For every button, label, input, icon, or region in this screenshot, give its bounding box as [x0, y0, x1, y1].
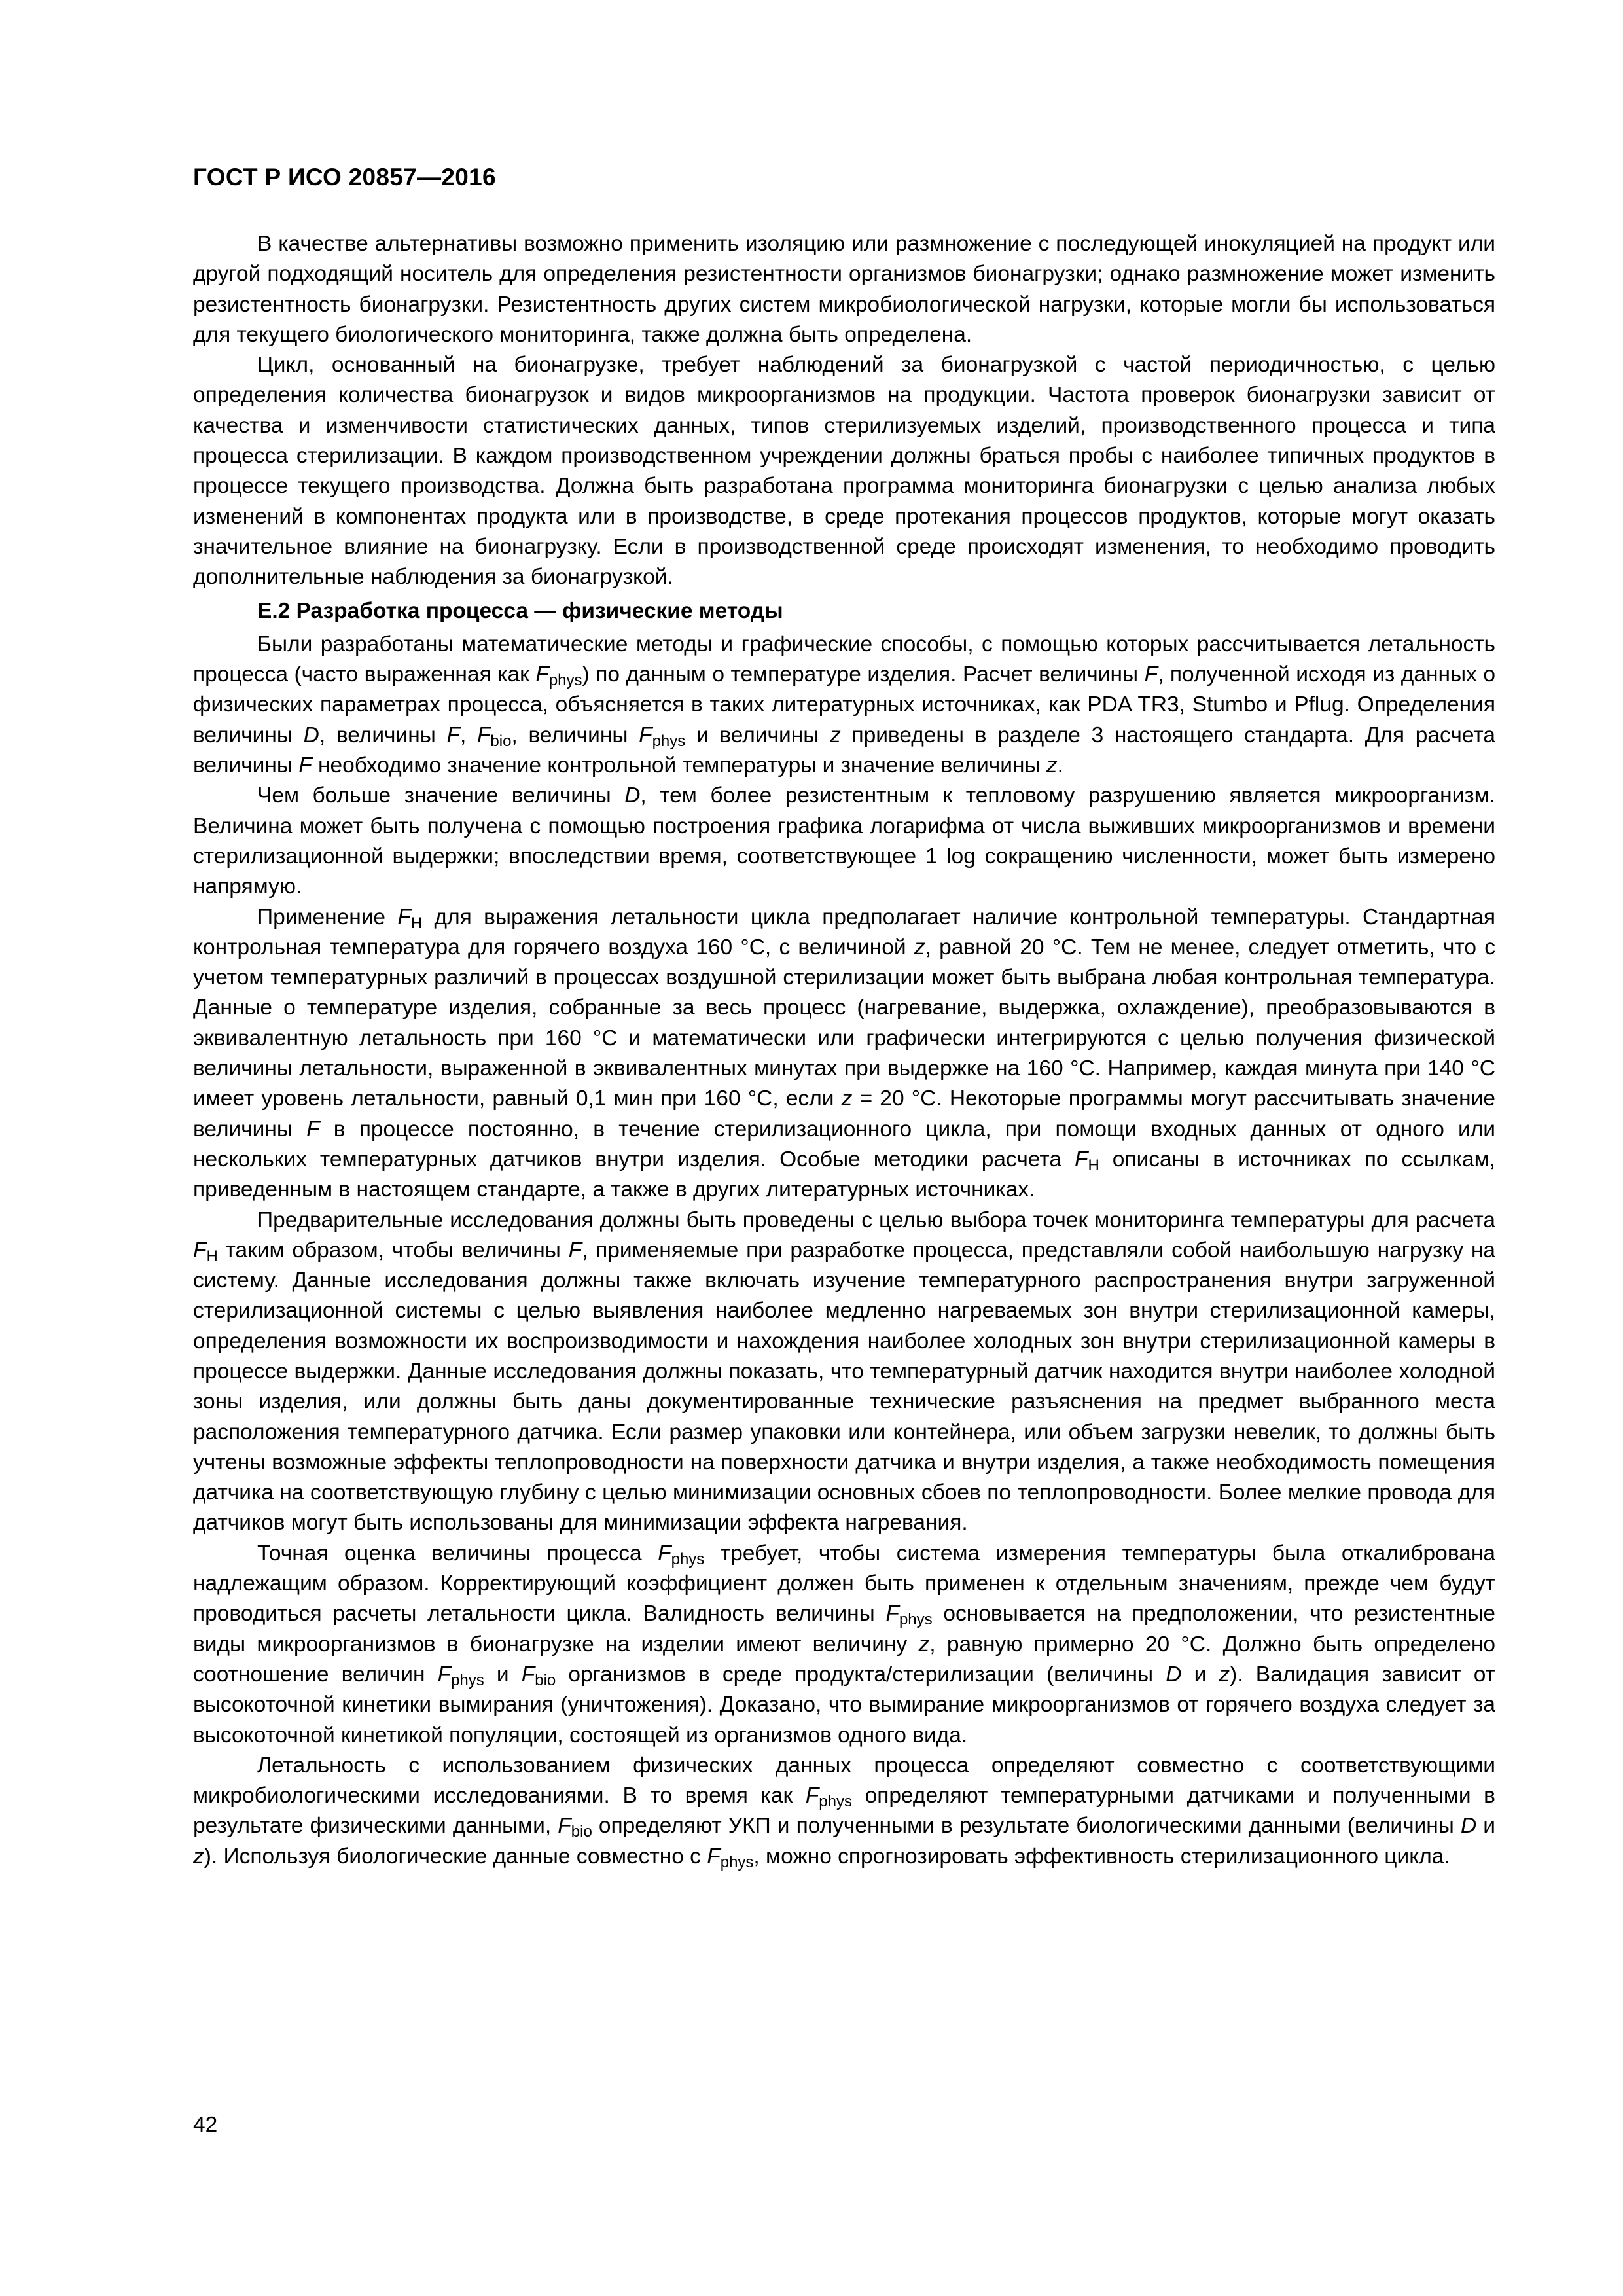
- paragraph-methods: Были разработаны математические методы и графические способы, с помощью которых рассчитывается летальность процесса (часто выраженная как $F_{phys}$) по данным о температуре изделия. Расчет величины F, полученной исходя из данных о физических параметрах процесса, объясняется в таких литературных источниках, как PDA TR3, Stumbo и Pflug. Определения величины D, величины F, $F_{bio}$, величины $F_{phys}$ и величины z приведены в разделе 3 настоящего стандарта. Для расчета величины F необходимо значение контрольной температуры и значение величины z.: [193, 632, 1495, 778]
- paragraph-fphys-accuracy: Точная оценка величины процесса $F_{phys}$ требует, чтобы система измерения температуры была откалибрована надлежащим образом. Корректирующий коэффициент должен быть применен к отдельным значениям, прежде чем будут проводиться расчеты летальности цикла. Валидность величины $F_{phys}$ основывается на предположении, что резистентные виды микроорганизмов в бионагрузке на изделии имеют величину z, равную примерно 20 °С. Должно быть определено соотношение величин $F_{phys}$ и $F_{bio}$ организмов в среде продукта/стерилизации (величины D и z). Валидация зависит от высокоточной кинетики вымирания (уничтожения). Доказано, что вымирание микроорганизмов от горячего воздуха следует за высокоточной кинетикой популяции, состоящей из организмов одного вида.: [193, 1541, 1496, 1748]
- paragraph-lethality-physical: Летальность с использованием физических данных процесса определяют совместно с соответствующими микробиологическими исследованиями. В то время как $F_{phys}$ определяют температурными датчиками и полученными в результате физическими данными, $F_{bio}$ определяют УКП и полученными в результате биологическими данными (величины D и z). Используя биологические данные совместно с $F_{phys}$, можно спрогнозировать эффективность стерилизационного цикла.: [193, 1753, 1495, 1871]
- document-body: [193, 229, 1495, 1872]
- paragraph-bioburden-cycle: Цикл, основанный на бионагрузке, требует наблюдений за бионагрузкой с частой периодичностью, с целью определения количества бионагрузок и видов микроорганизмов на продукции. Частота проверок бионагрузки зависит от качества и изменчивости статистических данных, типов стерилизуемых изделий, производственного процесса и типа процесса стерилизации. В каждом производственном учреждении должны браться пробы с наиболее типичных продуктов в процессе текущего производства. Должна быть разработана программа мониторинга бионагрузки с целью анализа любых изменений в компонентах продукта или в производстве, в среде протекания процессов продуктов, которые могут оказать значительное влияние на бионагрузку. Если в производственной среде происходят изменения, то необходимо проводить дополнительные наблюдения за бионагрузкой.: [193, 353, 1495, 590]
- page-number: 42: [193, 2113, 218, 2137]
- paragraph-fh-application: Применение $F_H$ для выражения летальности цикла предполагает наличие контрольной температуры. Стандартная контрольная температура для горячего воздуха 160 °С, с величиной z, равной 20 °С. Тем не менее, следует отметить, что с учетом температурных различий в процессах воздушной стерилизации может быть выбрана любая контрольная температура. Данные о температуре изделия, собранные за весь процесс (нагревание, выдержка, охлаждение), преобразовываются в эквивалентную летальность при 160 °С и математически или графически интегрируются с целью получения физической величины летальности, выраженной в эквивалентных минутах при выдержке на 160 °С. Например, каждая минута при 140 °С имеет уровень летальности, равный 0,1 мин при 160 °С, если z = 20 °С. Некоторые программы могут рассчитывать значение величины F в процессе постоянно, в течение стерилизационного цикла, при помощи входных данных от одного или нескольких температурных датчиков внутри изделия. Особые методики расчета $F_H$ описаны в источниках по ссылкам, приведенным в настоящем стандарте, а также в других литературных источниках.: [193, 905, 1496, 1202]
- paragraph-preliminary-studies: Предварительные исследования должны быть проведены с целью выбора точек мониторинга температуры для расчета $F_H$ таким образом, чтобы величины F, применяемые при разработке процесса, представляли собой наибольшую нагрузку на систему. Данные исследования должны также включать изучение температурного распространения внутри загруженной стерилизационной системы с целью выявления наиболее медленно нагреваемых зон внутри стерилизационной камеры, определения возможности их воспроизводимости и нахождения наиболее холодных зон внутри стерилизационной камеры в процессе выдержки. Данные исследования должны показать, что температурный датчик находится внутри наиболее холодной зоны изделия, или должны быть даны документированные технические разъяснения на предмет выбранного места расположения температурного датчика. Если размер упаковки или контейнера, или объем загрузки невелик, то должны быть учтены возможные эффекты теплопроводности на поверхности датчика и внутри изделия, а также необходимость помещения датчика на соответствующую глубину с целью минимизации основных сбоев по теплопроводности. Более мелкие провода для датчиков могут быть использованы для минимизации эффекта нагревания.: [193, 1208, 1495, 1535]
- section-heading-e2: Е.2 Разработка процесса — физические методы: [257, 598, 783, 623]
- paragraph-d-value: Чем больше значение величины D, тем более резистентным к тепловому разрушению является микроорганизм. Величина может быть получена с помощью построения графика логарифма от числа выживших микроорганизмов и времени стерилизационной выдержки; впоследствии время, соответствующее 1 log сокращению численности, может быть измерено напрямую.: [193, 783, 1496, 899]
- document-header: ГОСТ Р ИСО 20857—2016: [193, 164, 496, 190]
- paragraph-alternative-isolation: В качестве альтернативы возможно применить изоляцию или размножение с последующей инокуляцией на продукт или другой подходящий носитель для определения резистентности организмов бионагрузки; однако размножение может изменить резистентность бионагрузки. Резистентность других систем микробиологической нагрузки, которые могли бы использоваться для текущего биологического мониторинга, также должна быть определена.: [193, 232, 1495, 347]
